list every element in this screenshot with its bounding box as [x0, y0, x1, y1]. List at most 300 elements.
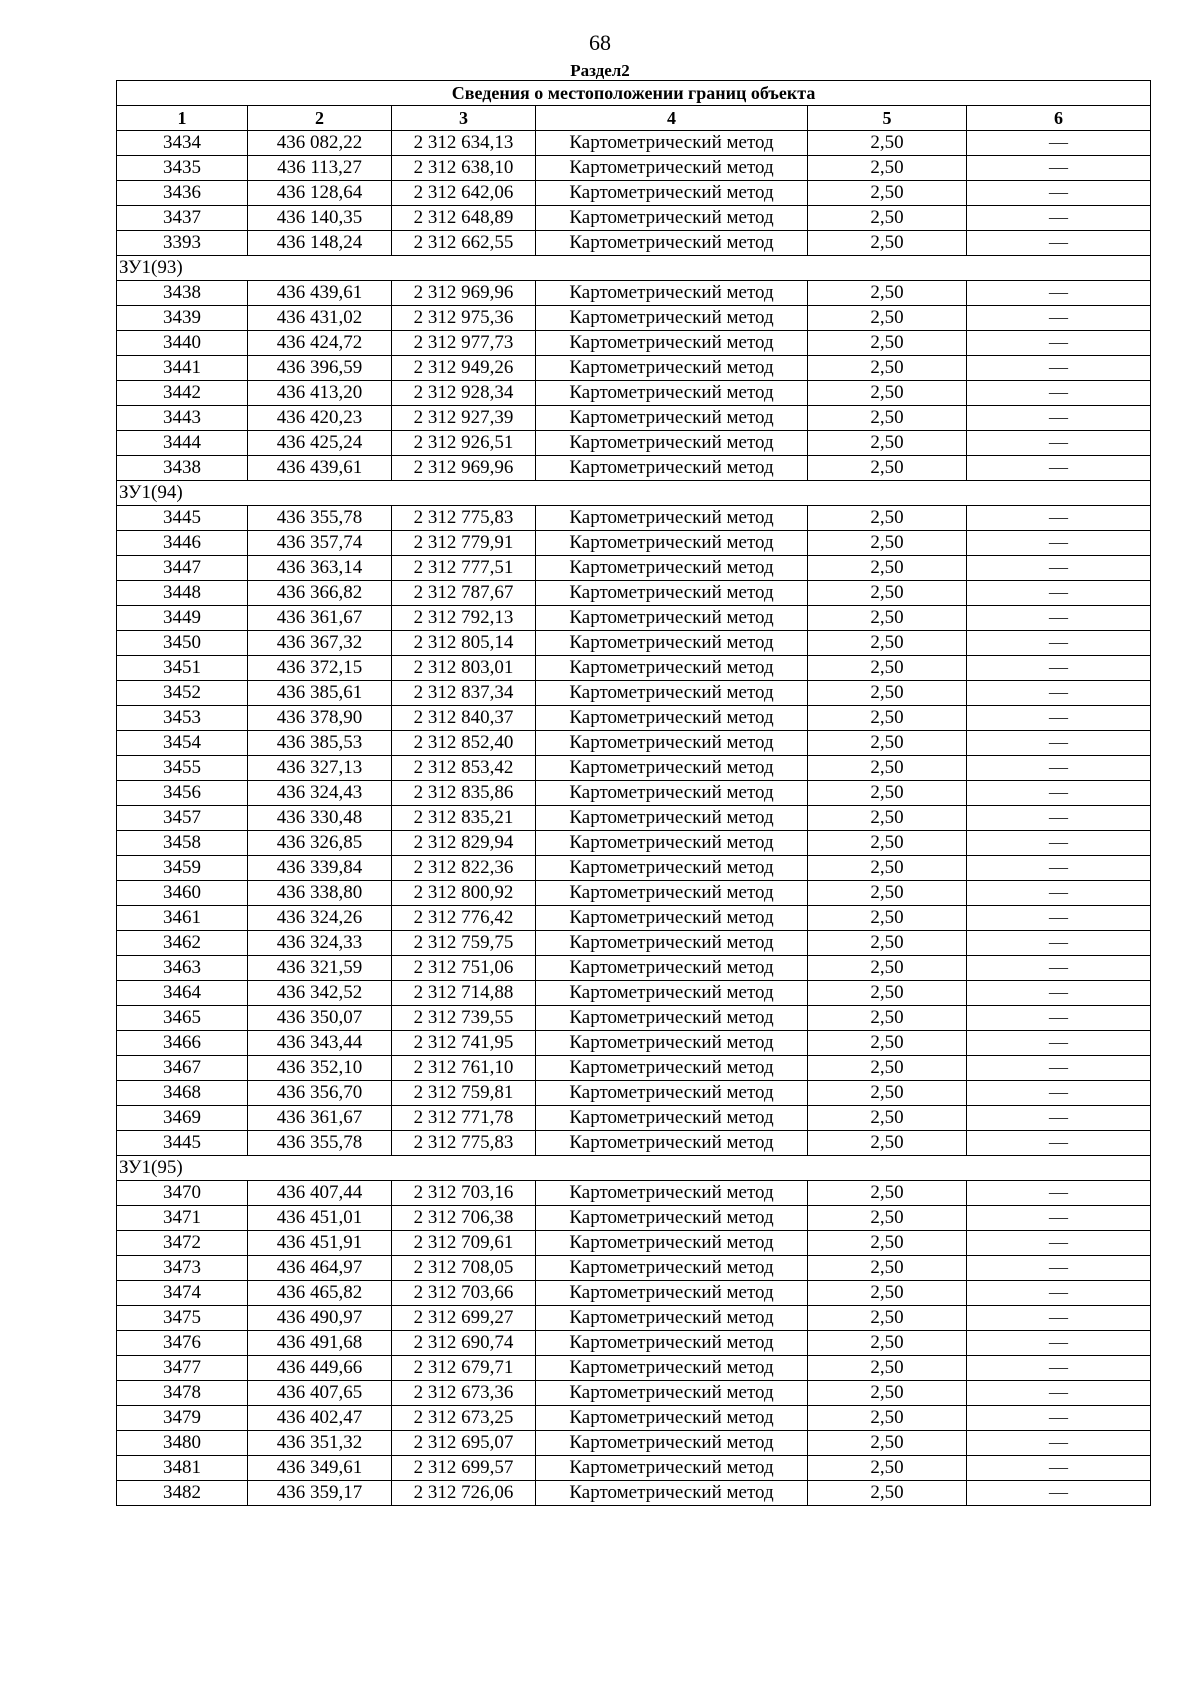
description-cell: —	[967, 131, 1151, 156]
accuracy-cell: 2,50	[808, 1056, 967, 1081]
x-coordinate-cell: 436 464,97	[248, 1256, 392, 1281]
table-row	[117, 556, 1151, 581]
method-cell: Картометрический метод	[536, 806, 808, 831]
point-number-cell: 3444	[117, 431, 248, 456]
description-cell: —	[967, 281, 1151, 306]
point-number-cell: 3453	[117, 706, 248, 731]
table-row	[117, 1056, 1151, 1081]
point-number-cell: 3450	[117, 631, 248, 656]
method-cell: Картометрический метод	[536, 206, 808, 231]
description-cell: —	[967, 1231, 1151, 1256]
table-row	[117, 331, 1151, 356]
method-cell: Картометрический метод	[536, 1231, 808, 1256]
x-coordinate-cell: 436 396,59	[248, 356, 392, 381]
method-cell: Картометрический метод	[536, 606, 808, 631]
x-coordinate-cell: 436 363,14	[248, 556, 392, 581]
y-coordinate-cell: 2 312 708,05	[392, 1256, 536, 1281]
y-coordinate-cell: 2 312 803,01	[392, 656, 536, 681]
x-coordinate-cell: 436 372,15	[248, 656, 392, 681]
y-coordinate-cell: 2 312 852,40	[392, 731, 536, 756]
accuracy-cell: 2,50	[808, 906, 967, 931]
method-cell: Картометрический метод	[536, 406, 808, 431]
method-cell: Картометрический метод	[536, 1206, 808, 1231]
description-cell: —	[967, 731, 1151, 756]
description-cell: —	[967, 706, 1151, 731]
description-cell: —	[967, 431, 1151, 456]
y-coordinate-cell: 2 312 714,88	[392, 981, 536, 1006]
y-coordinate-cell: 2 312 835,21	[392, 806, 536, 831]
point-number-cell: 3481	[117, 1456, 248, 1481]
table-row	[117, 631, 1151, 656]
table-row	[117, 281, 1151, 306]
accuracy-cell: 2,50	[808, 456, 967, 481]
y-coordinate-cell: 2 312 642,06	[392, 181, 536, 206]
x-coordinate-cell: 436 082,22	[248, 131, 392, 156]
description-cell: —	[967, 1206, 1151, 1231]
y-coordinate-cell: 2 312 775,83	[392, 506, 536, 531]
y-coordinate-cell: 2 312 673,36	[392, 1381, 536, 1406]
accuracy-cell: 2,50	[808, 406, 967, 431]
accuracy-cell: 2,50	[808, 581, 967, 606]
x-coordinate-cell: 436 357,74	[248, 531, 392, 556]
table-row	[117, 406, 1151, 431]
x-coordinate-cell: 436 385,53	[248, 731, 392, 756]
table-row	[117, 1306, 1151, 1331]
method-cell: Картометрический метод	[536, 456, 808, 481]
table-row	[117, 1081, 1151, 1106]
table-row	[117, 181, 1151, 206]
point-number-cell: 3473	[117, 1256, 248, 1281]
x-coordinate-cell: 436 359,17	[248, 1481, 392, 1506]
x-coordinate-cell: 436 327,13	[248, 756, 392, 781]
y-coordinate-cell: 2 312 779,91	[392, 531, 536, 556]
point-number-cell: 3442	[117, 381, 248, 406]
point-number-cell: 3456	[117, 781, 248, 806]
description-cell: —	[967, 506, 1151, 531]
table-row	[117, 1181, 1151, 1206]
description-cell: —	[967, 1381, 1151, 1406]
point-number-cell: 3445	[117, 506, 248, 531]
point-number-cell: 3446	[117, 531, 248, 556]
description-cell: —	[967, 406, 1151, 431]
column-header: 5	[808, 106, 967, 131]
accuracy-cell: 2,50	[808, 431, 967, 456]
method-cell: Картометрический метод	[536, 681, 808, 706]
accuracy-cell: 2,50	[808, 281, 967, 306]
y-coordinate-cell: 2 312 638,10	[392, 156, 536, 181]
x-coordinate-cell: 436 491,68	[248, 1331, 392, 1356]
x-coordinate-cell: 436 338,80	[248, 881, 392, 906]
description-cell: —	[967, 831, 1151, 856]
y-coordinate-cell: 2 312 699,57	[392, 1456, 536, 1481]
table-row	[117, 1431, 1151, 1456]
method-cell: Картометрический метод	[536, 656, 808, 681]
accuracy-cell: 2,50	[808, 331, 967, 356]
x-coordinate-cell: 436 330,48	[248, 806, 392, 831]
table-row	[117, 231, 1151, 256]
method-cell: Картометрический метод	[536, 931, 808, 956]
description-cell: —	[967, 1081, 1151, 1106]
description-cell: —	[967, 1131, 1151, 1156]
y-coordinate-cell: 2 312 835,86	[392, 781, 536, 806]
method-cell: Картометрический метод	[536, 1456, 808, 1481]
method-cell: Картометрический метод	[536, 556, 808, 581]
point-number-cell: 3438	[117, 281, 248, 306]
y-coordinate-cell: 2 312 690,74	[392, 1331, 536, 1356]
accuracy-cell: 2,50	[808, 381, 967, 406]
y-coordinate-cell: 2 312 709,61	[392, 1231, 536, 1256]
land-plot-label: ЗУ1(94)	[117, 481, 1151, 506]
accuracy-cell: 2,50	[808, 156, 967, 181]
table-row	[117, 1456, 1151, 1481]
table-row	[117, 956, 1151, 981]
accuracy-cell: 2,50	[808, 556, 967, 581]
description-cell: —	[967, 606, 1151, 631]
table-row	[117, 1106, 1151, 1131]
table-row	[117, 1381, 1151, 1406]
x-coordinate-cell: 436 140,35	[248, 206, 392, 231]
x-coordinate-cell: 436 324,26	[248, 906, 392, 931]
x-coordinate-cell: 436 449,66	[248, 1356, 392, 1381]
description-cell: —	[967, 381, 1151, 406]
description-cell: —	[967, 906, 1151, 931]
accuracy-cell: 2,50	[808, 1081, 967, 1106]
method-cell: Картометрический метод	[536, 1106, 808, 1131]
method-cell: Картометрический метод	[536, 1331, 808, 1356]
table-row	[117, 781, 1151, 806]
column-header: 4	[536, 106, 808, 131]
y-coordinate-cell: 2 312 761,10	[392, 1056, 536, 1081]
land-plot-label: ЗУ1(93)	[117, 256, 1151, 281]
x-coordinate-cell: 436 367,32	[248, 631, 392, 656]
point-number-cell: 3464	[117, 981, 248, 1006]
accuracy-cell: 2,50	[808, 1106, 967, 1131]
point-number-cell: 3459	[117, 856, 248, 881]
method-cell: Картометрический метод	[536, 1031, 808, 1056]
column-header: 2	[248, 106, 392, 131]
y-coordinate-cell: 2 312 927,39	[392, 406, 536, 431]
section-label: Раздел2	[570, 61, 630, 80]
method-cell: Картометрический метод	[536, 306, 808, 331]
accuracy-cell: 2,50	[808, 706, 967, 731]
table-row	[117, 531, 1151, 556]
x-coordinate-cell: 436 439,61	[248, 281, 392, 306]
method-cell: Картометрический метод	[536, 431, 808, 456]
x-coordinate-cell: 436 407,44	[248, 1181, 392, 1206]
table-row	[117, 756, 1151, 781]
y-coordinate-cell: 2 312 699,27	[392, 1306, 536, 1331]
description-cell: —	[967, 656, 1151, 681]
column-header: 3	[392, 106, 536, 131]
table-row	[117, 906, 1151, 931]
description-cell: —	[967, 756, 1151, 781]
table-title-row	[117, 81, 1151, 106]
method-cell: Картометрический метод	[536, 906, 808, 931]
table-body	[117, 131, 1151, 1506]
point-number-cell: 3448	[117, 581, 248, 606]
accuracy-cell: 2,50	[808, 781, 967, 806]
accuracy-cell: 2,50	[808, 1256, 967, 1281]
y-coordinate-cell: 2 312 792,13	[392, 606, 536, 631]
description-cell: —	[967, 1056, 1151, 1081]
description-cell: —	[967, 631, 1151, 656]
x-coordinate-cell: 436 113,27	[248, 156, 392, 181]
table-row	[117, 1006, 1151, 1031]
table-row	[117, 206, 1151, 231]
y-coordinate-cell: 2 312 969,96	[392, 456, 536, 481]
description-cell: —	[967, 1356, 1151, 1381]
point-number-cell: 3447	[117, 556, 248, 581]
description-cell: —	[967, 931, 1151, 956]
x-coordinate-cell: 436 342,52	[248, 981, 392, 1006]
x-coordinate-cell: 436 451,01	[248, 1206, 392, 1231]
description-cell: —	[967, 306, 1151, 331]
method-cell: Картометрический метод	[536, 631, 808, 656]
point-number-cell: 3435	[117, 156, 248, 181]
accuracy-cell: 2,50	[808, 131, 967, 156]
accuracy-cell: 2,50	[808, 931, 967, 956]
method-cell: Картометрический метод	[536, 1306, 808, 1331]
y-coordinate-cell: 2 312 926,51	[392, 431, 536, 456]
point-number-cell: 3480	[117, 1431, 248, 1456]
y-coordinate-cell: 2 312 949,26	[392, 356, 536, 381]
method-cell: Картометрический метод	[536, 956, 808, 981]
description-cell: —	[967, 356, 1151, 381]
boundary-coordinates-table	[116, 80, 1151, 1506]
y-coordinate-cell: 2 312 771,78	[392, 1106, 536, 1131]
column-number-row	[117, 106, 1151, 131]
accuracy-cell: 2,50	[808, 506, 967, 531]
x-coordinate-cell: 436 343,44	[248, 1031, 392, 1056]
x-coordinate-cell: 436 339,84	[248, 856, 392, 881]
description-cell: —	[967, 1331, 1151, 1356]
method-cell: Картометрический метод	[536, 1131, 808, 1156]
method-cell: Картометрический метод	[536, 581, 808, 606]
description-cell: —	[967, 681, 1151, 706]
method-cell: Картометрический метод	[536, 1356, 808, 1381]
accuracy-cell: 2,50	[808, 1456, 967, 1481]
point-number-cell: 3462	[117, 931, 248, 956]
table-row	[117, 156, 1151, 181]
x-coordinate-cell: 436 465,82	[248, 1281, 392, 1306]
x-coordinate-cell: 436 385,61	[248, 681, 392, 706]
accuracy-cell: 2,50	[808, 831, 967, 856]
accuracy-cell: 2,50	[808, 1431, 967, 1456]
point-number-cell: 3441	[117, 356, 248, 381]
table-row	[117, 431, 1151, 456]
point-number-cell: 3454	[117, 731, 248, 756]
table-row	[117, 1031, 1151, 1056]
table-row	[117, 881, 1151, 906]
method-cell: Картометрический метод	[536, 1006, 808, 1031]
table-row	[117, 606, 1151, 631]
x-coordinate-cell: 436 324,43	[248, 781, 392, 806]
y-coordinate-cell: 2 312 739,55	[392, 1006, 536, 1031]
method-cell: Картометрический метод	[536, 1406, 808, 1431]
point-number-cell: 3449	[117, 606, 248, 631]
description-cell: —	[967, 1406, 1151, 1431]
description-cell: —	[967, 1006, 1151, 1031]
description-cell: —	[967, 881, 1151, 906]
accuracy-cell: 2,50	[808, 731, 967, 756]
y-coordinate-cell: 2 312 662,55	[392, 231, 536, 256]
x-coordinate-cell: 436 413,20	[248, 381, 392, 406]
y-coordinate-cell: 2 312 726,06	[392, 1481, 536, 1506]
method-cell: Картометрический метод	[536, 1081, 808, 1106]
x-coordinate-cell: 436 425,24	[248, 431, 392, 456]
point-number-cell: 3469	[117, 1106, 248, 1131]
y-coordinate-cell: 2 312 777,51	[392, 556, 536, 581]
y-coordinate-cell: 2 312 829,94	[392, 831, 536, 856]
y-coordinate-cell: 2 312 787,67	[392, 581, 536, 606]
method-cell: Картометрический метод	[536, 1381, 808, 1406]
y-coordinate-cell: 2 312 977,73	[392, 331, 536, 356]
table-row	[117, 581, 1151, 606]
point-number-cell: 3445	[117, 1131, 248, 1156]
method-cell: Картометрический метод	[536, 706, 808, 731]
point-number-cell: 3455	[117, 756, 248, 781]
x-coordinate-cell: 436 350,07	[248, 1006, 392, 1031]
accuracy-cell: 2,50	[808, 1331, 967, 1356]
y-coordinate-cell: 2 312 776,42	[392, 906, 536, 931]
method-cell: Картометрический метод	[536, 1056, 808, 1081]
method-cell: Картометрический метод	[536, 856, 808, 881]
x-coordinate-cell: 436 361,67	[248, 606, 392, 631]
table-row	[117, 1356, 1151, 1381]
y-coordinate-cell: 2 312 634,13	[392, 131, 536, 156]
accuracy-cell: 2,50	[808, 1131, 967, 1156]
x-coordinate-cell: 436 490,97	[248, 1306, 392, 1331]
point-number-cell: 3468	[117, 1081, 248, 1106]
description-cell: —	[967, 1481, 1151, 1506]
x-coordinate-cell: 436 321,59	[248, 956, 392, 981]
group-header-row	[117, 256, 1151, 281]
accuracy-cell: 2,50	[808, 1006, 967, 1031]
method-cell: Картометрический метод	[536, 1481, 808, 1506]
x-coordinate-cell: 436 349,61	[248, 1456, 392, 1481]
table-row	[117, 1231, 1151, 1256]
table-row	[117, 1481, 1151, 1506]
x-coordinate-cell: 436 402,47	[248, 1406, 392, 1431]
table-row	[117, 131, 1151, 156]
point-number-cell: 3451	[117, 656, 248, 681]
point-number-cell: 3476	[117, 1331, 248, 1356]
method-cell: Картометрический метод	[536, 881, 808, 906]
x-coordinate-cell: 436 351,32	[248, 1431, 392, 1456]
x-coordinate-cell: 436 431,02	[248, 306, 392, 331]
description-cell: —	[967, 331, 1151, 356]
y-coordinate-cell: 2 312 969,96	[392, 281, 536, 306]
point-number-cell: 3472	[117, 1231, 248, 1256]
x-coordinate-cell: 436 361,67	[248, 1106, 392, 1131]
description-cell: —	[967, 556, 1151, 581]
column-header: 6	[967, 106, 1151, 131]
description-cell: —	[967, 806, 1151, 831]
x-coordinate-cell: 436 424,72	[248, 331, 392, 356]
y-coordinate-cell: 2 312 775,83	[392, 1131, 536, 1156]
accuracy-cell: 2,50	[808, 631, 967, 656]
table-row	[117, 1281, 1151, 1306]
point-number-cell: 3478	[117, 1381, 248, 1406]
accuracy-cell: 2,50	[808, 231, 967, 256]
point-number-cell: 3471	[117, 1206, 248, 1231]
point-number-cell: 3458	[117, 831, 248, 856]
x-coordinate-cell: 436 326,85	[248, 831, 392, 856]
table-row	[117, 1206, 1151, 1231]
accuracy-cell: 2,50	[808, 306, 967, 331]
point-number-cell: 3436	[117, 181, 248, 206]
description-cell: —	[967, 156, 1151, 181]
x-coordinate-cell: 436 128,64	[248, 181, 392, 206]
description-cell: —	[967, 1256, 1151, 1281]
method-cell: Картометрический метод	[536, 831, 808, 856]
description-cell: —	[967, 856, 1151, 881]
description-cell: —	[967, 1106, 1151, 1131]
table-row	[117, 681, 1151, 706]
x-coordinate-cell: 436 148,24	[248, 231, 392, 256]
y-coordinate-cell: 2 312 800,92	[392, 881, 536, 906]
accuracy-cell: 2,50	[808, 856, 967, 881]
group-header-row	[117, 481, 1151, 506]
table-row	[117, 831, 1151, 856]
description-cell: —	[967, 781, 1151, 806]
method-cell: Картометрический метод	[536, 506, 808, 531]
x-coordinate-cell: 436 451,91	[248, 1231, 392, 1256]
accuracy-cell: 2,50	[808, 1481, 967, 1506]
y-coordinate-cell: 2 312 837,34	[392, 681, 536, 706]
table-row	[117, 706, 1151, 731]
point-number-cell: 3466	[117, 1031, 248, 1056]
y-coordinate-cell: 2 312 703,16	[392, 1181, 536, 1206]
x-coordinate-cell: 436 439,61	[248, 456, 392, 481]
y-coordinate-cell: 2 312 822,36	[392, 856, 536, 881]
description-cell: —	[967, 181, 1151, 206]
accuracy-cell: 2,50	[808, 881, 967, 906]
point-number-cell: 3460	[117, 881, 248, 906]
point-number-cell: 3437	[117, 206, 248, 231]
point-number-cell: 3443	[117, 406, 248, 431]
accuracy-cell: 2,50	[808, 1406, 967, 1431]
accuracy-cell: 2,50	[808, 206, 967, 231]
point-number-cell: 3393	[117, 231, 248, 256]
y-coordinate-cell: 2 312 840,37	[392, 706, 536, 731]
description-cell: —	[967, 981, 1151, 1006]
accuracy-cell: 2,50	[808, 1231, 967, 1256]
accuracy-cell: 2,50	[808, 531, 967, 556]
accuracy-cell: 2,50	[808, 1031, 967, 1056]
x-coordinate-cell: 436 355,78	[248, 1131, 392, 1156]
table-row	[117, 931, 1151, 956]
accuracy-cell: 2,50	[808, 956, 967, 981]
y-coordinate-cell: 2 312 703,66	[392, 1281, 536, 1306]
point-number-cell: 3477	[117, 1356, 248, 1381]
description-cell: —	[967, 531, 1151, 556]
method-cell: Картометрический метод	[536, 156, 808, 181]
method-cell: Картометрический метод	[536, 531, 808, 556]
x-coordinate-cell: 436 356,70	[248, 1081, 392, 1106]
table-row	[117, 656, 1151, 681]
table-row	[117, 506, 1151, 531]
table-title: Сведения о местоположении границ объекта	[117, 81, 1151, 106]
point-number-cell: 3475	[117, 1306, 248, 1331]
x-coordinate-cell: 436 378,90	[248, 706, 392, 731]
point-number-cell: 3452	[117, 681, 248, 706]
accuracy-cell: 2,50	[808, 1356, 967, 1381]
x-coordinate-cell: 436 324,33	[248, 931, 392, 956]
description-cell: —	[967, 581, 1151, 606]
point-number-cell: 3467	[117, 1056, 248, 1081]
description-cell: —	[967, 1181, 1151, 1206]
